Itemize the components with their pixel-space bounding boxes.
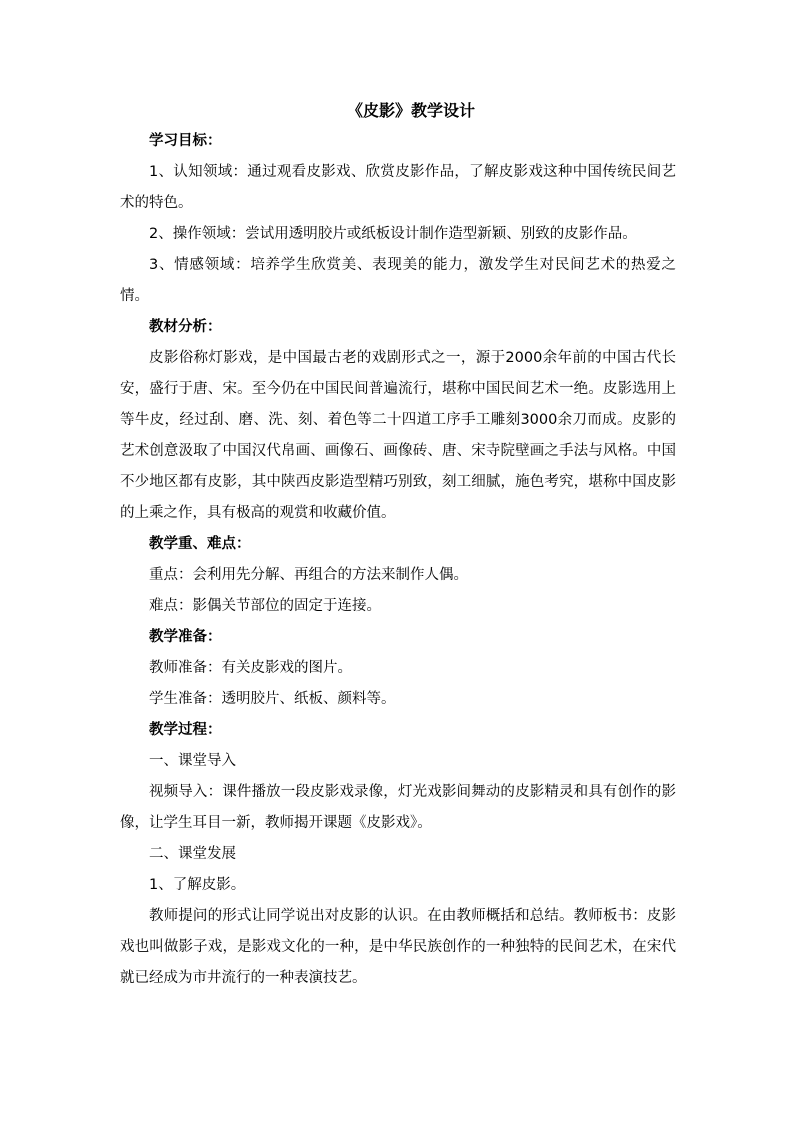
- section-heading: 学习目标：: [149, 133, 222, 149]
- document-page: [120, 96, 676, 994]
- paragraph: 二、课堂发展: [149, 846, 236, 862]
- paragraph: 一、课堂导入: [149, 753, 236, 769]
- paragraph: 1、了解皮影。: [149, 877, 246, 893]
- section-heading: 教学过程：: [149, 722, 222, 738]
- document-title: 《皮影》教学设计: [346, 101, 475, 120]
- section-heading: 教材分析：: [149, 319, 222, 335]
- section-heading: 教学准备：: [149, 629, 222, 645]
- paragraph: 重点：会利用先分解、再组合的方法来制作人偶。: [149, 567, 468, 583]
- paragraph: 1、认知领域：通过观看皮影戏、欣赏皮影作品，了解皮影戏这种中国传统民间艺术的特色。: [120, 164, 676, 211]
- paragraph: 3、情感领域：培养学生欣赏美、表现美的能力，激发学生对民间艺术的热爱之情。: [120, 257, 676, 304]
- paragraph: 教师准备：有关皮影戏的图片。: [149, 660, 352, 676]
- paragraph: 教师提问的形式让同学说出对皮影的认识。在由教师概括和总结。教师板书：皮影戏也叫做影子戏，是影戏文化的一种，是中华民族创作的一种独特的民间艺术，在宋代就已经成为市井流行的一种表演技艺。: [120, 908, 676, 986]
- paragraph: 学生准备：透明胶片、纸板、颜料等。: [149, 691, 396, 707]
- paragraph: 难点：影偶关节部位的固定于连接。: [149, 598, 381, 614]
- paragraph: 2、操作领域：尝试用透明胶片或纸板设计制作造型新颖、别致的皮影作品。: [149, 226, 637, 242]
- document-body: [120, 126, 676, 994]
- section-heading: 教学重、难点：: [149, 536, 251, 552]
- paragraph: 皮影俗称灯影戏，是中国最古老的戏剧形式之一，源于2000余年前的中国古代长安，盛行于唐、宋。至今仍在中国民间普遍流行，堪称中国民间艺术一绝。皮影选用上等牛皮，经过刮、磨、洗、刻、着色等二十四道工序手工雕刻3000余刀而成。皮影的艺术创意汲取了中国汉代帛画、画像石、画像砖、唐、宋寺院壁画之手法与风格。中国不少地区都有皮影，其中陕西皮影造型精巧别致，刻工细腻，施色考究，堪称中国皮影的上乘之作，具有极高的观赏和收藏价值。: [120, 350, 676, 521]
- paragraph: 视频导入：课件播放一段皮影戏录像，灯光戏影间舞动的皮影精灵和具有创作的影像，让学生耳目一新，教师揭开课题《皮影戏》。: [120, 784, 676, 831]
